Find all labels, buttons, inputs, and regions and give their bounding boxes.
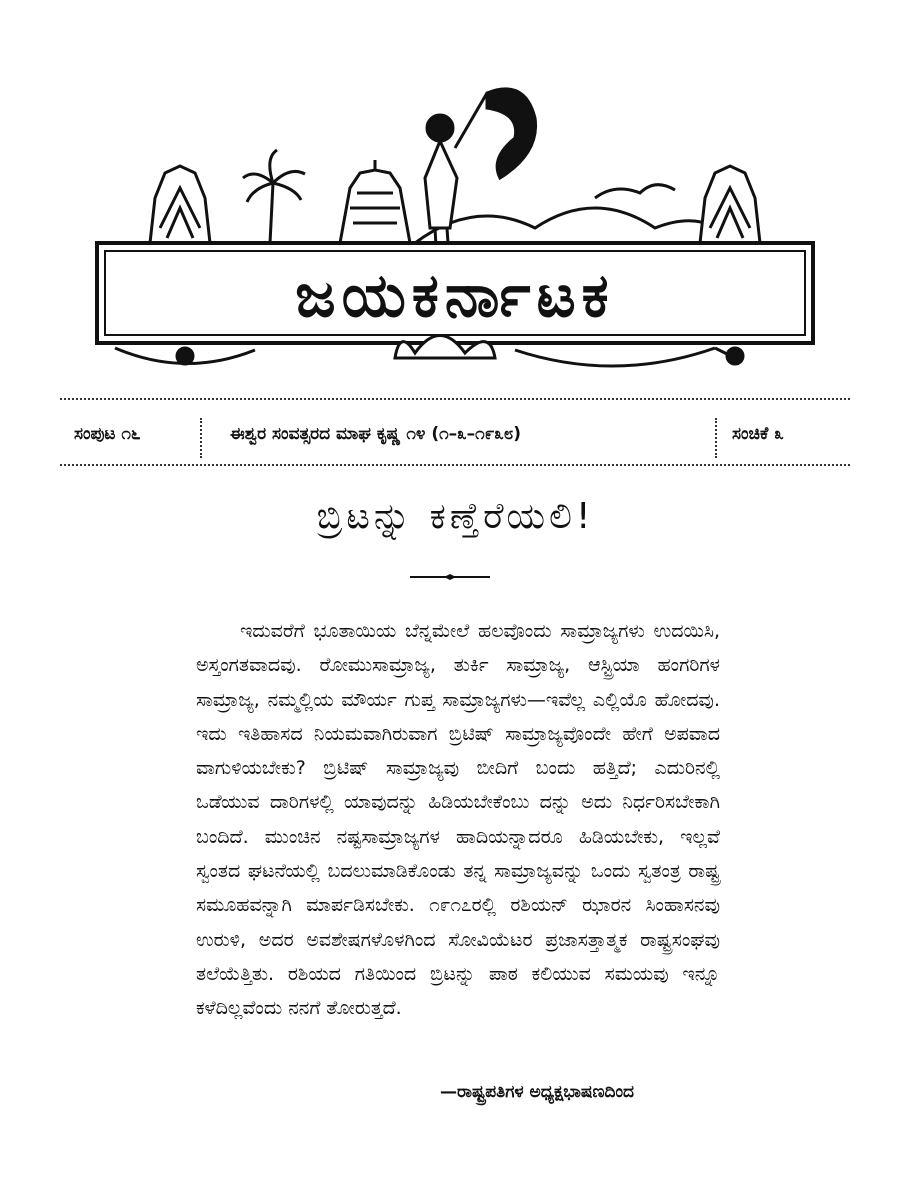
temple-tower-right-illustration: [700, 166, 760, 243]
ribbon-illustration: [595, 185, 675, 198]
masthead-banner: [95, 78, 815, 388]
title-ornament-rule: [410, 572, 490, 582]
issue-label: ಸಂಚಿಕೆ ೩: [732, 424, 784, 444]
article-paragraph: ಇದುವರೆಗೆ ಭೂತಾಯಿಯ ಬೆನ್ನಮೇಲೆ ಹಲವೊಂದು ಸಾಮ್ರಾಜ್ಯಗಳು ಉದಯಿಸಿ, ಅಸ್ತಂಗತವಾದವು. ರೋಮುಸಾಮ್ರಾಜ್ಯ, ತುರ್ಕಿ ಸಾಮ್ರಾಜ್ಯ, ಆಸ್ಟ್ರಿಯಾ ಹಂಗರಿಗಳ ಸಾಮ್ರಾಜ್ಯ, ನಮ್ಮಲ್ಲಿಯ ಮೌರ್ಯ ಗುಪ್ತ ಸಾಮ್ರಾಜ್ಯಗಳು—ಇವೆಲ್ಲ ಎಲ್ಲಿಯೊ ಹೋದವು. ಇದು ಇತಿಹಾಸದ ನಿಯಮವಾಗಿರುವಾಗ ಬ್ರಿಟಿಷ್ ಸಾಮ್ರಾಜ್ಯವೊಂದೇ ಹೇಗೆ ಅಪವಾದ ವಾಗುಳಿಯಬೇಕು? ಬ್ರಿಟಿಷ್ ಸಾಮ್ರಾಜ್ಯವು ಬೀದಿಗೆ ಬಂದು ಹತ್ತಿದೆ; ಎದುರಿನಲ್ಲಿ ಒಡೆಯುವ ದಾರಿಗಳಲ್ಲಿ ಯಾವುದನ್ನು ಹಿಡಿಯಬೇಕೆಂಬು ದನ್ನು ಅದು ನಿರ್ಧರಿಸಬೇಕಾಗಿ ಬಂದಿದೆ. ಮುಂಚಿನ ನಷ್ಟಸಾಮ್ರಾಜ್ಯಗಳ ಹಾದಿಯನ್ನಾದರೂ ಹಿಡಿಯಬೇಕು, ಇಲ್ಲವೆ ಸ್ವಂತದ ಘಟನೆಯಲ್ಲಿ ಬದಲುಮಾಡಿಕೊಂಡು ತನ್ನ ಸಾಮ್ರಾಜ್ಯವನ್ನು ಒಂದು ಸ್ವತಂತ್ರ ರಾಷ್ಟ್ರ ಸಮೂಹವನ್ನಾಗಿ ಮಾರ್ಪಡಿಸಬೇಕು. ೧೯೧೭ರಲ್ಲಿ ರಶಿಯನ್ ಝಾರನ ಸಿಂಹಾಸನವು ಉರುಳಿ, ಅದರ ಅವಶೇಷಗಳೊಳಗಿಂದ ಸೋವಿಯೆಟರ ಪ್ರಜಾಸತ್ತಾತ್ಮಕ ರಾಷ್ಟ್ರಸಂಘವು ತಲೆಯೆತ್ತಿತು. ರಶಿಯದ ಗತಿಯಿಂದ ಬ್ರಿಟನ್ನು ಪಾಠ ಕಲಿಯುವ ಸಮಯವು ಇನ್ನೂ ಕಳೆದಿಲ್ಲವೆಂದು ನನಗೆ ತೋರುತ್ತದೆ.: [196, 620, 720, 1020]
issue-info-bar: [60, 418, 850, 458]
info-top-rule: [60, 398, 850, 400]
date-line: ಈಶ್ವರ ಸಂವತ್ಸರದ ಮಾಘ ಕೃಷ್ಣ ೧೪ (೧–೩–೧೯೩೮): [230, 424, 522, 444]
volume-label: ಸಂಪುಟ ೧೬: [74, 424, 141, 444]
info-divider-right: [715, 418, 717, 458]
temple-tower-left-illustration: [150, 166, 210, 243]
hills-illustration: [415, 208, 735, 243]
quote-source: —ರಾಷ್ಟ್ರಪತಿಗಳ ಅಧ್ಯಕ್ಷಭಾಷಣದಿಂದ: [440, 1082, 635, 1102]
article-body: [196, 614, 720, 1026]
article-title: ಬ್ರಿಟನ್ನು ಕಣ್ತೆರೆಯಲಿ!: [316, 496, 595, 537]
info-bottom-rule: [60, 464, 850, 466]
masthead-title: ಜಯಕರ್ನಾಟಕ: [295, 261, 615, 331]
gopura-illustration: [340, 160, 410, 243]
palm-trees-illustration: [243, 150, 305, 243]
info-divider-left: [200, 418, 202, 458]
